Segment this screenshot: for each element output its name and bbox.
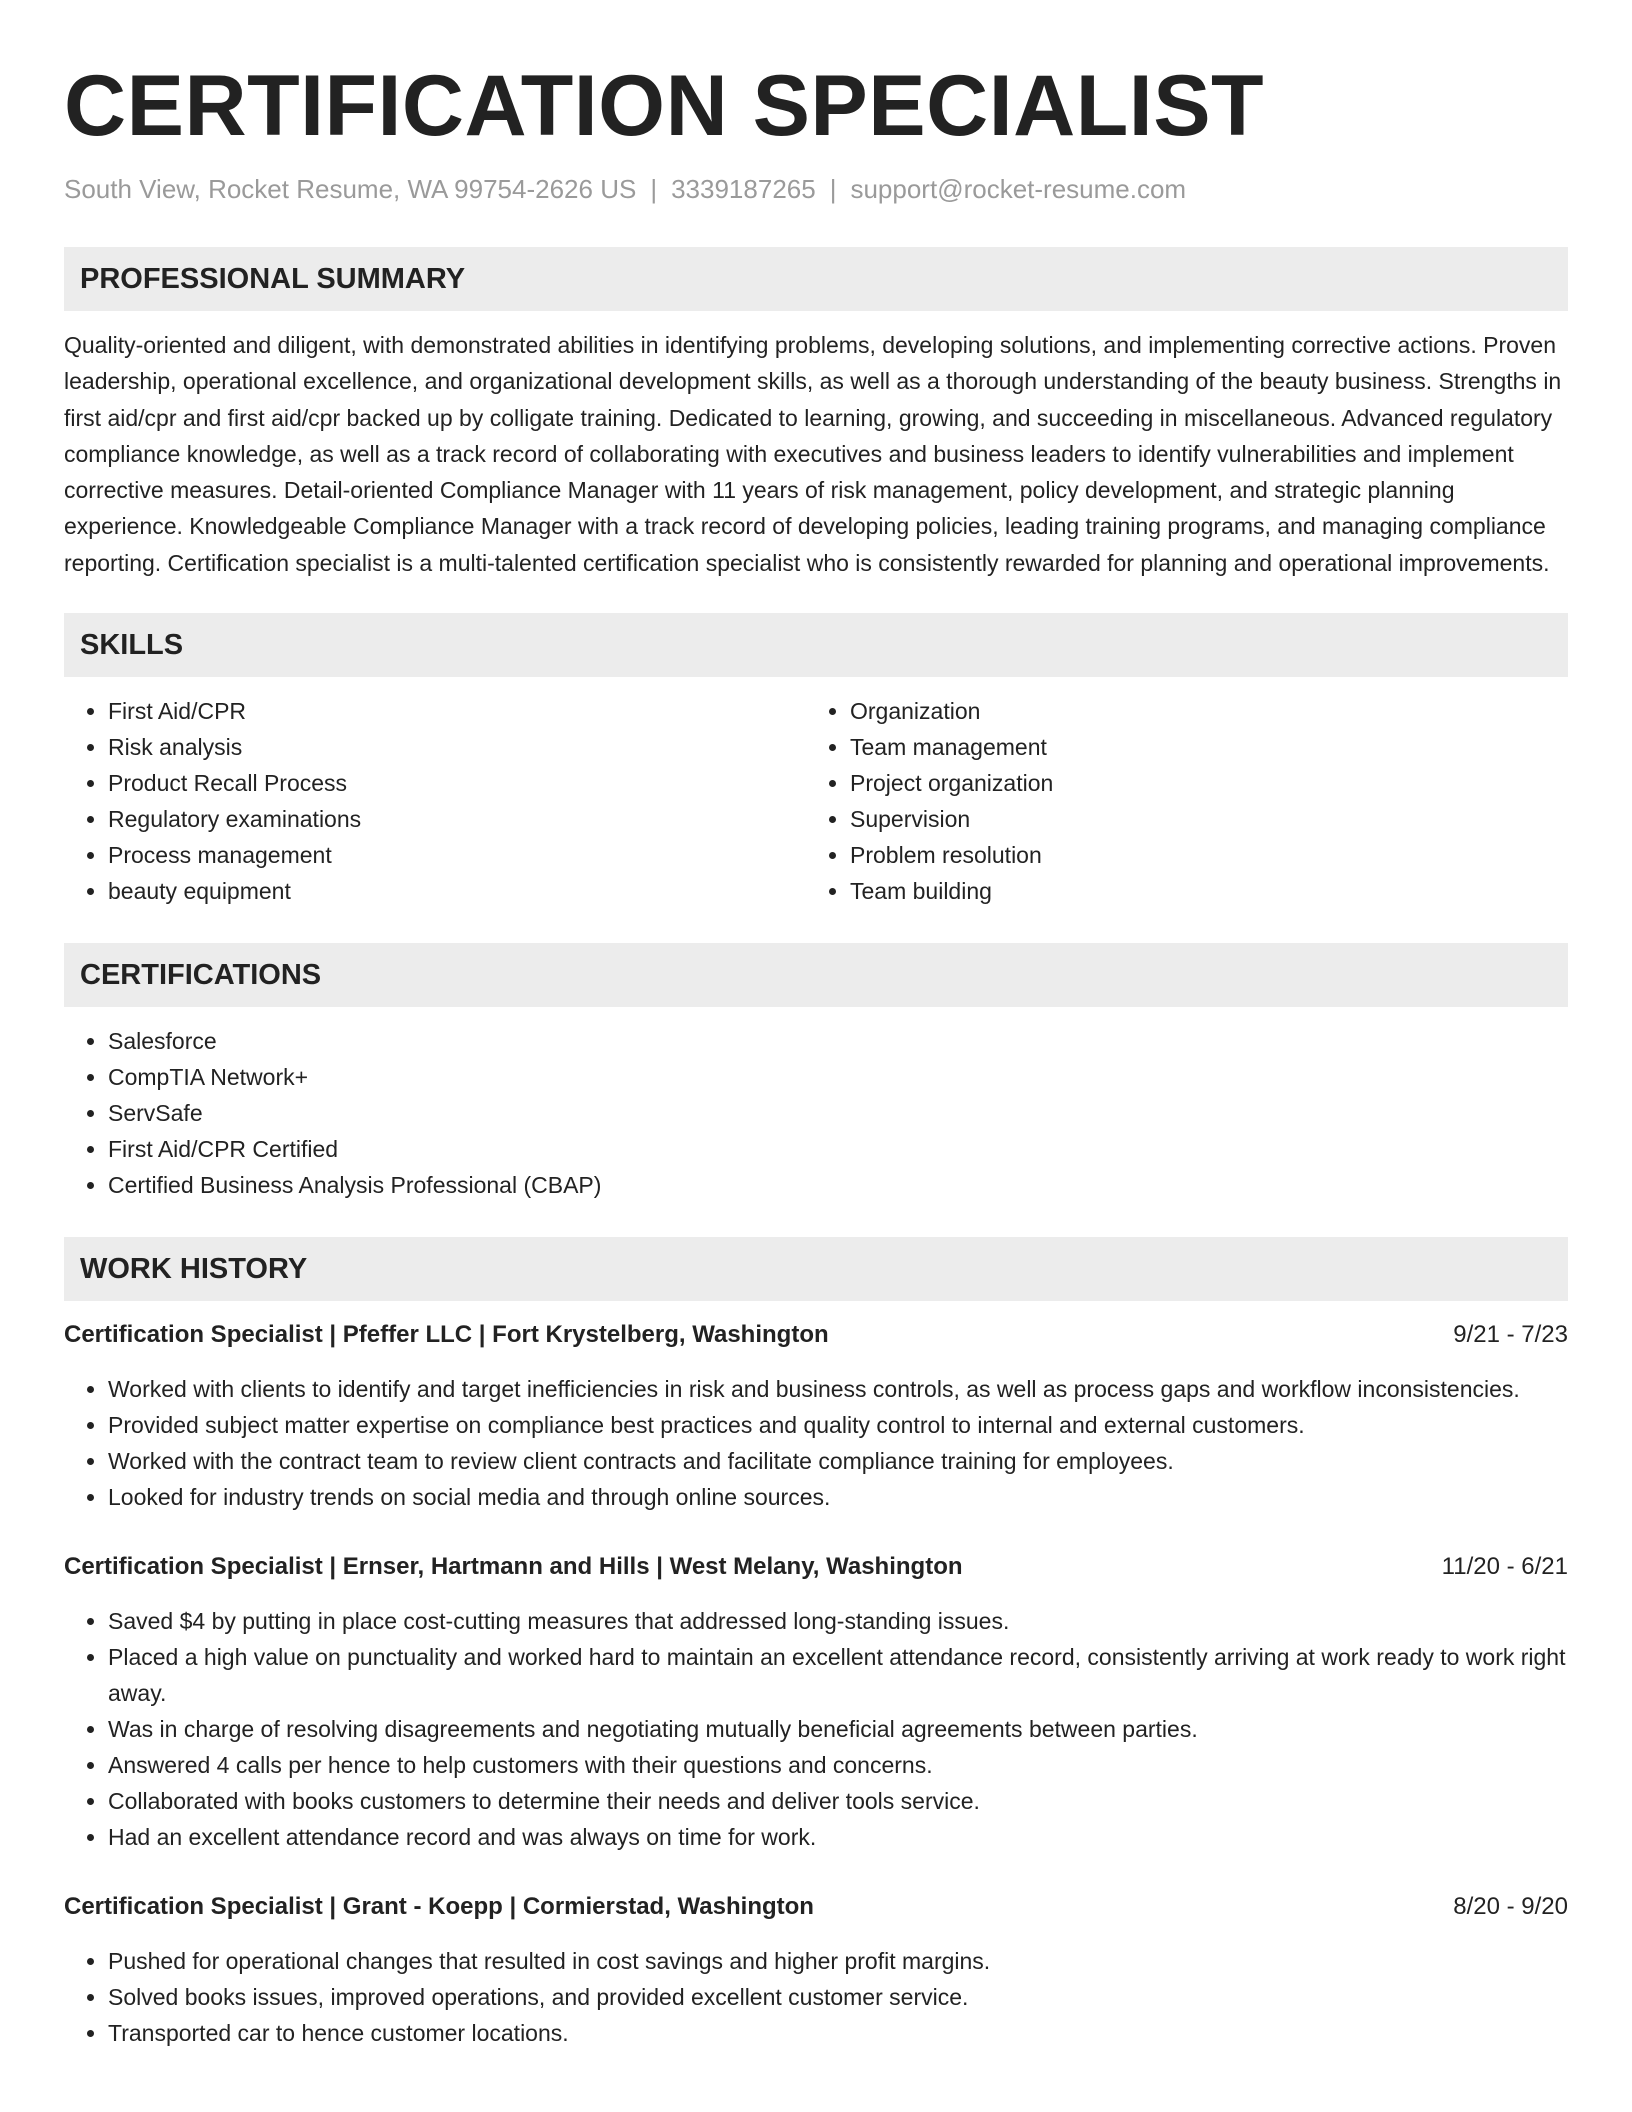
skills-list-right — [806, 693, 1548, 909]
job-dates: 9/21 - 7/23 — [1453, 1321, 1568, 1349]
job-header — [64, 1889, 1568, 1925]
job-entry — [64, 1549, 1568, 1855]
skill-item: • Regulatory examinations — [108, 801, 806, 837]
skill-item: • Supervision — [850, 801, 1548, 837]
summary-section — [64, 247, 1568, 581]
certification-item: • Salesforce — [108, 1023, 1568, 1059]
skill-item: • First Aid/CPR — [108, 693, 806, 729]
job-bullet: • Looked for industry trends on social media and through online sources. — [108, 1479, 1568, 1515]
job-bullet: • Saved $4 by putting in place cost-cutting measures that addressed long-standing issues. — [108, 1603, 1568, 1639]
skill-item: • Process management — [108, 837, 806, 873]
skills-column-left — [64, 693, 806, 909]
summary-heading: PROFESSIONAL SUMMARY — [64, 247, 1568, 311]
skills-column-right — [806, 693, 1548, 909]
job-bullet: • Worked with clients to identify and target inefficiencies in risk and business controls, as well as process gaps and workflow inconsistencies. — [108, 1371, 1568, 1407]
certifications-section — [64, 943, 1568, 1203]
contact-email: support@rocket-resume.com — [850, 174, 1187, 204]
skill-item: • Team management — [850, 729, 1548, 765]
skills-columns — [64, 693, 1568, 909]
skill-item: • Risk analysis — [108, 729, 806, 765]
job-entry — [64, 1889, 1568, 2051]
skill-item: • Problem resolution — [850, 837, 1548, 873]
job-bullet: • Worked with the contract team to review client contracts and facilitate compliance training for employees. — [108, 1443, 1568, 1479]
work-history-section — [64, 1237, 1568, 2051]
skills-list-left — [64, 693, 806, 909]
job-bullet: • Provided subject matter expertise on compliance best practices and quality control to internal and external customers. — [108, 1407, 1568, 1443]
job-bullet: • Had an excellent attendance record and was always on time for work. — [108, 1819, 1568, 1855]
job-bullets — [64, 1371, 1568, 1515]
certification-item: • CompTIA Network+ — [108, 1059, 1568, 1095]
certifications-heading: CERTIFICATIONS — [64, 943, 1568, 1007]
skill-item: • beauty equipment — [108, 873, 806, 909]
job-title: Certification Specialist | Grant - Koepp | Cormierstad, Washington — [64, 1893, 814, 1921]
candidate-name: CERTIFICATION SPECIALIST — [64, 58, 1265, 154]
certification-item: • Certified Business Analysis Professional (CBAP) — [108, 1167, 1568, 1203]
job-bullets — [64, 1943, 1568, 2051]
contact-address: South View, Rocket Resume, WA 99754-2626 US — [64, 174, 637, 204]
job-header — [64, 1317, 1568, 1353]
skills-heading: SKILLS — [64, 613, 1568, 677]
skill-item: • Team building — [850, 873, 1548, 909]
job-bullets — [64, 1603, 1568, 1855]
job-bullet: • Solved books issues, improved operations, and provided excellent customer service. — [108, 1979, 1568, 2015]
certifications-list — [64, 1023, 1568, 1203]
job-dates: 8/20 - 9/20 — [1453, 1893, 1568, 1921]
skill-item: • Product Recall Process — [108, 765, 806, 801]
job-bullet: • Pushed for operational changes that resulted in cost savings and higher profit margins. — [108, 1943, 1568, 1979]
summary-text: Quality-oriented and diligent, with demonstrated abilities in identifying problems, developing solutions, and implementing corrective actions. Proven leadership, operational excellence, and organizational development skills, as well as a thorough understanding of the beauty business. Strengths in first aid/cpr and first aid/cpr backed up by colligate training. Dedicated to learning, growing, and succeeding in miscellaneous. Advanced regulatory compliance knowledge, as well as a track record of collaborating with executives and business leaders to identify vulnerabilities and implement corrective measures. Detail-oriented Compliance Manager with 11 years of risk management, policy development, and strategic planning experience. Knowledgeable Compliance Manager with a track record of developing policies, leading training programs, and managing compliance reporting. Certification specialist is a multi-talented certification specialist who is consistently rewarded for planning and operational improvements. — [64, 332, 1562, 576]
contact-phone: 3339187265 — [671, 174, 816, 204]
job-title: Certification Specialist | Ernser, Hartmann and Hills | West Melany, Washington — [64, 1553, 963, 1581]
contact-separator: | — [829, 174, 837, 204]
job-bullet: • Placed a high value on punctuality and worked hard to maintain an excellent attendance record, consistently arriving at work ready to work right away. — [108, 1639, 1568, 1711]
skills-section — [64, 613, 1568, 909]
resume-page — [64, 0, 1568, 2051]
job-bullet: • Answered 4 calls per hence to help customers with their questions and concerns. — [108, 1747, 1568, 1783]
certification-item: • ServSafe — [108, 1095, 1568, 1131]
work-history-heading: WORK HISTORY — [64, 1237, 1568, 1301]
job-header — [64, 1549, 1568, 1585]
job-dates: 11/20 - 6/21 — [1441, 1553, 1568, 1581]
skill-item: • Project organization — [850, 765, 1548, 801]
job-bullet: • Was in charge of resolving disagreements and negotiating mutually beneficial agreements between parties. — [108, 1711, 1568, 1747]
job-bullet: • Collaborated with books customers to determine their needs and deliver tools service. — [108, 1783, 1568, 1819]
job-entry — [64, 1317, 1568, 1515]
contact-separator: | — [650, 174, 658, 204]
certification-item: • First Aid/CPR Certified — [108, 1131, 1568, 1167]
job-title: Certification Specialist | Pfeffer LLC | Fort Krystelberg, Washington — [64, 1321, 829, 1349]
contact-line — [64, 172, 1568, 206]
job-bullet: • Transported car to hence customer locations. — [108, 2015, 1568, 2051]
skill-item: • Organization — [850, 693, 1548, 729]
